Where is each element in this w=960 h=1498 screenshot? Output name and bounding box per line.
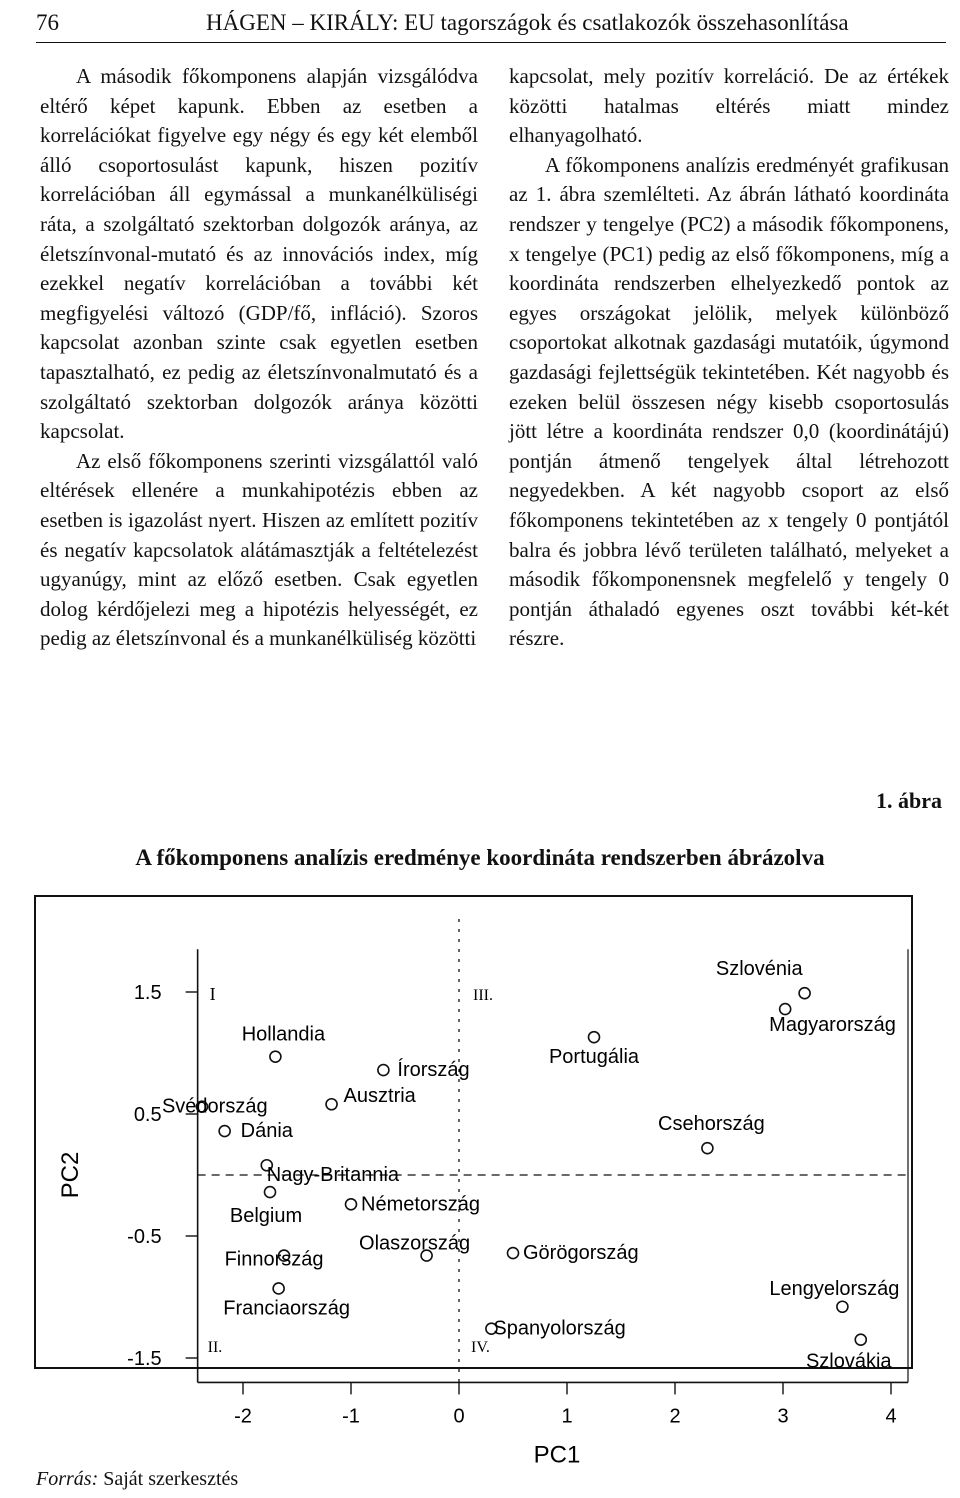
quadrant-label-iii: III. [473,987,493,1004]
paragraph: A második főkomponens alapján vizsgálódva eltérő képet kapunk. Ebben az esetben a korrelációkat figyelve egy négy és egy két elemből álló csoportosulást kapunk, hiszen pozitív korrelációban áll egymással a munkanélküliségi ráta, a szolgáltató szektorban dolgozók aránya, az életszínvonal-mutató és az innovációs index, míg ezekkel negatív korrelációban a további két megfigyelési változó (GDP/fő, infláció). Szoros kapcsolat azonban szinte csak egyetlen esetben tapasztalható, ez pedig az életszínvonalmutató és a szolgáltató szektorban dolgozók aránya közötti kapcsolat. [40,64,478,444]
point-label: Dánia [240,1120,293,1143]
data-point [855,1334,866,1345]
data-point [799,988,810,999]
source-note [36,1468,238,1491]
x-tick-label: -2 [234,1405,252,1428]
figure-number: 1. ábra [876,788,942,813]
point-label: Franciaország [223,1297,350,1320]
right-column [509,62,949,654]
point-label: Szlovákia [805,1350,892,1373]
x-tick-label: 1 [561,1405,573,1428]
source-label: Forrás: [36,1468,99,1490]
x-axis-label: PC1 [533,1441,581,1469]
point-label: Írország [397,1059,470,1082]
data-point [508,1248,519,1259]
data-point [326,1099,337,1110]
x-tick-label: 2 [669,1405,681,1428]
point-label: Ausztria [343,1085,416,1108]
point-label: Csehország [658,1113,765,1136]
point-label: Hollandia [241,1023,326,1046]
point-label: Svédország [161,1095,268,1118]
page-number: 76 [36,10,59,35]
point-label: Olaszország [359,1232,471,1255]
data-point [273,1283,284,1294]
point-label: Portugália [548,1046,640,1069]
data-point [270,1051,281,1062]
point-label: Belgium [229,1205,303,1228]
point-label: Görögország [523,1242,639,1265]
y-axis-label: PC2 [57,1151,84,1199]
y-tick-label: 0.5 [133,1104,162,1126]
point-label: Magyarország [769,1014,896,1037]
data-point [780,1004,791,1015]
point-label: Lengyelország [769,1277,900,1300]
scatter-chart [36,897,911,1469]
point-label: Nagy-Britannia [266,1164,400,1187]
y-tick-label: -1.5 [127,1348,162,1370]
data-point [346,1199,357,1210]
figure-title: A főkomponens analízis eredménye koordináta rendszerben ábrázolva [135,845,825,870]
x-tick-label: -1 [342,1405,360,1428]
data-point [378,1065,389,1076]
point-label: Szlovénia [715,958,803,981]
x-tick-label: 3 [777,1405,789,1428]
data-point [589,1032,600,1043]
data-point [265,1187,276,1198]
data-point [702,1143,713,1154]
paragraph: Az első főkomponens szerinti vizsgálattól való eltérések ellenére a munkahipotézis ebben az esetben is igazolást nyert. Hiszen az említett pozitív és negatív kapcsolatok alátámasztják a feltételezést ugyanúgy, mint az előző esetben. Csak egyetlen dolog kérdőjelezi meg a hipotézis helyességét, ez pedig az életszínvonal és a munkanélküliség közötti [40,448,478,651]
paragraph: A főkomponens analízis eredményét grafikusan az 1. ábra szemlélteti. Az ábrán látható koordináta rendszer y tengelye (PC2) a második főkomponens, x tengelye (PC1) pedig az első főkomponens, míg a koordináta rendszerben elhelyezkedő pontok az egyes országokat jelölik, melyek különböző csoportokat alkotnak gazdasági mutatóik, úgymond gazdasági fejlettségük tekintetében. Két nagyobb és ezeken belül összesen négy kisebb csoportosulás jött létre a koordináta rendszer 0,0 (koordinátájú) pontján átmenő tengelyek által létrehozott negyedekben. A két nagyobb csoport az első főkomponens tekintetében az x tengely 0 pontjától balra és jobbra lévő területen található, melyeket a második főkomponensnek megfelelő y tengely 0 pontján áthaladó egyenes oszt további két-két részre. [509,152,949,651]
x-tick-label: 0 [453,1405,465,1428]
quadrant-label-ii: II. [207,1339,223,1356]
y-tick-label: -0.5 [127,1226,162,1248]
point-label: Spanyolország [493,1317,626,1340]
quadrant-label-iv: IV. [471,1339,490,1356]
point-label: Finnország [224,1248,324,1271]
chart-frame [34,895,913,1469]
left-column [40,62,478,654]
paragraph-continuation: kapcsolat, mely pozitív korreláció. De az értékek közötti hatalmas eltérés miatt mindez elhanyagolható. [509,64,949,148]
data-point [219,1126,230,1137]
quadrant-label-i: I [209,984,216,1004]
x-tick-label: 4 [885,1405,897,1428]
source-text: Saját szerkesztés [103,1468,239,1490]
running-title: HÁGEN – KIRÁLY: EU tagországok és csatlakozók összehasonlítása [206,10,849,35]
point-label: Németország [361,1193,480,1216]
y-tick-label: 1.5 [133,982,162,1004]
running-header [36,10,946,43]
data-point [837,1301,848,1312]
